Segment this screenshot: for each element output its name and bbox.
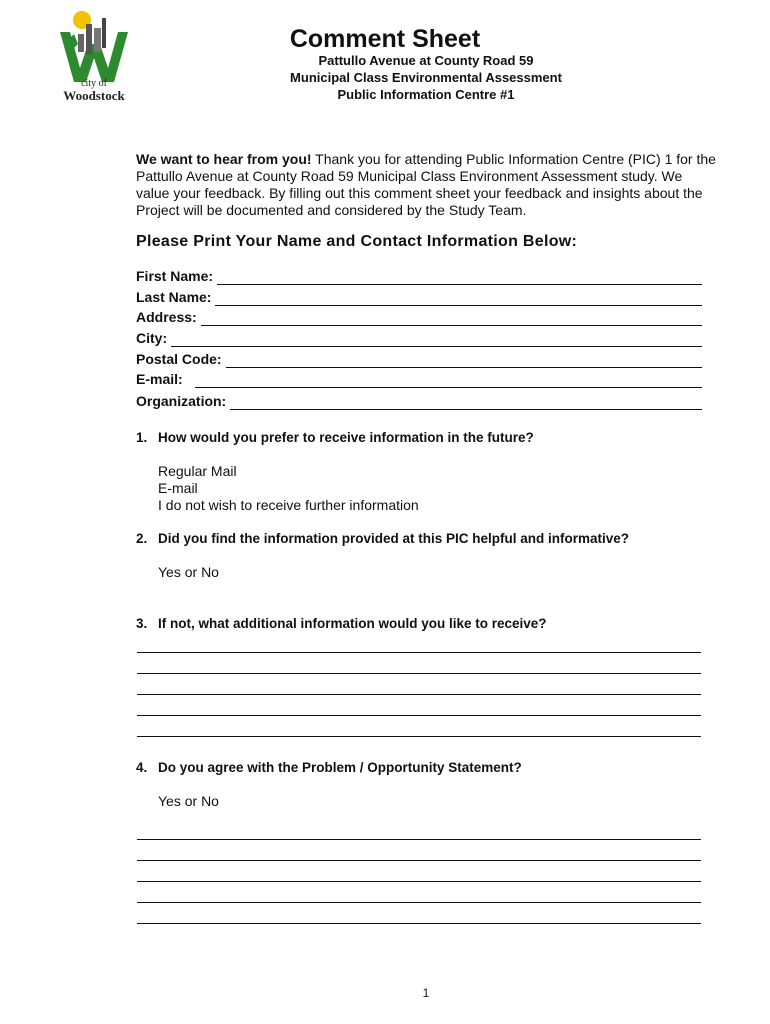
subtitle-pic: Public Information Centre #1 — [337, 87, 515, 102]
answer-line[interactable] — [137, 860, 701, 861]
field-label: City: — [136, 330, 168, 346]
question-text: Do you agree with the Problem / Opportunity Statement? — [158, 760, 522, 775]
question-3 — [136, 615, 547, 632]
answer-line[interactable] — [137, 923, 701, 924]
write-line[interactable] — [215, 290, 702, 306]
subtitle-assessment: Municipal Class Environmental Assessment — [290, 70, 562, 85]
field-label: Address: — [136, 309, 197, 325]
option-yes-or-no[interactable]: Yes or No — [158, 564, 219, 580]
field-label: Postal Code: — [136, 351, 222, 367]
answer-line[interactable] — [137, 881, 701, 882]
answer-line[interactable] — [137, 673, 701, 674]
write-line[interactable] — [230, 394, 702, 410]
intro-body: Thank you for attending Public Information Centre (PIC) 1 for the Pattullo Avenue at County Road 59 Municipal Class Environment Assessment study. We value your feedback. By filling out this comment sheet your feedback and insights about the Project will be documented and considered by the Study Team. — [136, 151, 716, 218]
logo-text-city-of: city of — [81, 78, 107, 89]
contact-heading: Please Print Your Name and Contact Information Below: — [136, 233, 578, 250]
field-label: Last Name: — [136, 289, 212, 305]
question-number: 3. — [136, 616, 148, 631]
first-name-field[interactable] — [136, 267, 702, 285]
option-email[interactable]: E-mail — [158, 480, 198, 496]
page-number: 1 — [422, 986, 430, 1000]
write-line[interactable] — [195, 372, 702, 388]
answer-line[interactable] — [137, 715, 701, 716]
write-line[interactable] — [217, 269, 702, 285]
option-yes-or-no[interactable]: Yes or No — [158, 793, 219, 809]
answer-line[interactable] — [137, 652, 701, 653]
field-label: E-mail: — [136, 371, 183, 387]
answer-line[interactable] — [137, 839, 701, 840]
field-label: Organization: — [136, 393, 227, 409]
page-title: Comment Sheet — [289, 25, 481, 53]
answer-line[interactable] — [137, 736, 701, 737]
question-2 — [136, 530, 629, 547]
write-line[interactable] — [171, 331, 702, 347]
email-field[interactable] — [136, 370, 702, 388]
question-number: 1. — [136, 430, 148, 445]
organization-field[interactable] — [136, 392, 702, 410]
option-regular-mail[interactable]: Regular Mail — [158, 463, 237, 479]
write-line[interactable] — [226, 352, 702, 368]
field-label: First Name: — [136, 268, 214, 284]
postal-code-field[interactable] — [136, 350, 702, 368]
question-text: Did you find the information provided at this PIC helpful and informative? — [158, 531, 630, 546]
question-number: 2. — [136, 531, 148, 546]
answer-line[interactable] — [137, 902, 701, 903]
option-no-further-info[interactable]: I do not wish to receive further information — [158, 497, 419, 513]
intro-paragraph — [136, 151, 716, 219]
write-line[interactable] — [201, 310, 702, 326]
answer-line[interactable] — [137, 694, 701, 695]
subtitle-project: Pattullo Avenue at County Road 59 — [318, 53, 534, 68]
city-field[interactable] — [136, 329, 702, 347]
question-4 — [136, 759, 522, 776]
question-text: How would you prefer to receive information in the future? — [158, 430, 534, 445]
intro-lead: We want to hear from you! — [136, 151, 312, 167]
last-name-field[interactable] — [136, 288, 702, 306]
address-field[interactable] — [136, 308, 702, 326]
logo-text-woodstock: Woodstock — [63, 88, 125, 103]
question-number: 4. — [136, 760, 148, 775]
question-text: If not, what additional information would you like to receive? — [158, 616, 547, 631]
question-1 — [136, 429, 534, 446]
